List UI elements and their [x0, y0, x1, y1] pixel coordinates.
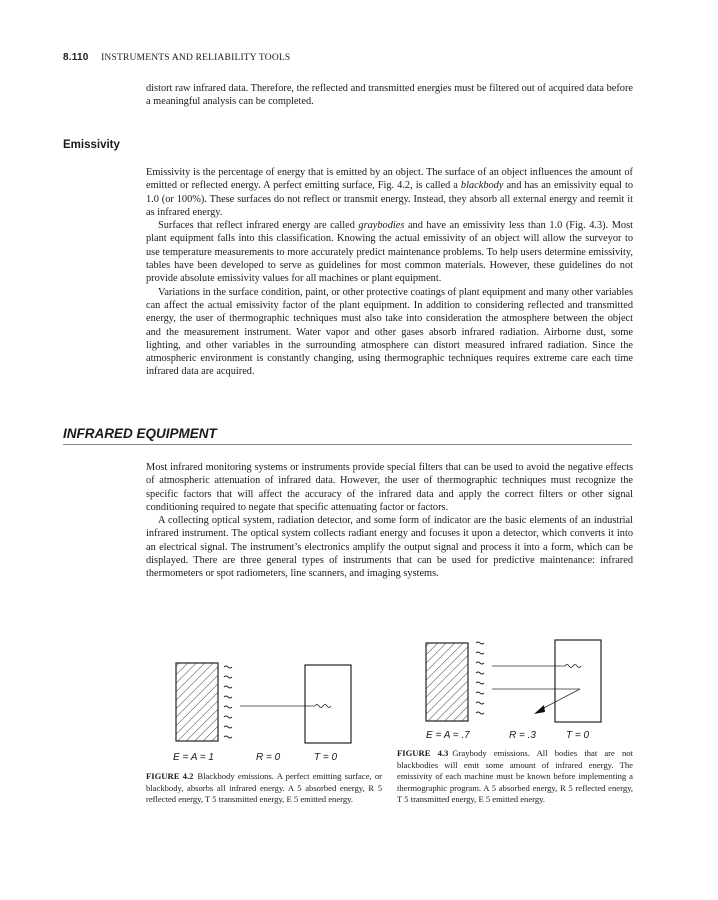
term-blackbody: blackbody — [460, 180, 504, 192]
detector-box — [555, 640, 601, 722]
infrared-paragraph-1: Most infrared monitoring systems or instruments provide special filters that can be used to avoid the negative effects of atmospheric attenuation of infrared data. However, the user of thermographic techniques must recognize the specific factors that will affect the accuracy of the infrared data and apply the correct filters or other signal conditioning required to negate that specific attenuating factor or factors. — [146, 462, 633, 513]
fig43-label-r: R = .3 — [509, 730, 536, 741]
fig42-label-t: T = 0 — [314, 752, 338, 763]
emissivity-heading: Emissivity — [63, 139, 120, 151]
figure-4-2-diagram — [170, 655, 360, 750]
signal-trace — [315, 705, 331, 708]
reflection-arrow-icon — [534, 705, 545, 714]
term-graybodies: graybodies — [358, 220, 405, 232]
intro-text: distort raw infrared data. Therefore, the reflected and transmitted energies must be filtered out of acquired data before a meaningful analysis can be completed. — [146, 83, 633, 108]
infrared-paragraph-2: A collecting optical system, radiation detector, and some form of indicator are the basic elements of an industrial infrared instrument. The optical system collects radiant energy and focuses it upon a detector, which converts it into an electrical signal. The instrument’s electronics amplify the output signal and process it into a form, which can be displayed. There are three general types of instruments that can be used for predictive maintenance: infrared thermometers or spot radiometers, line scanners, and imaging systems. — [146, 515, 633, 580]
signal-trace — [565, 665, 581, 668]
emitted-energy-waves — [224, 666, 232, 738]
fig42-label-e: E = A = 1 — [173, 752, 214, 763]
fig42-label-r: R = 0 — [256, 752, 281, 763]
infrared-equipment-heading: INFRARED EQUIPMENT — [63, 426, 632, 445]
emissivity-paragraph-3: Variations in the surface condition, paint, or other protective coatings of plant equipment and many other variables can affect the actual emissivity factor of the plant equipment. In addition to considering reflected and transmitted energy, the user of thermographic techniques must also take into consideration the atmosphere between the object and the measurement instrument. Water vapor and other gases absorb infrared radiation. Airborne dust, some lighting, and other variables in the surrounding atmosphere can distort measured infrared radiation. Since the atmospheric environment is constantly changing, using thermographic techniques requires extreme care each time infrared data are acquired. — [146, 286, 633, 378]
infrared-section — [146, 461, 633, 581]
detector-box — [305, 665, 351, 743]
fig43-label-t: T = 0 — [566, 730, 590, 741]
fig43-label-e: E = A = .7 — [426, 730, 470, 741]
running-header — [63, 52, 290, 63]
graybody-object — [426, 643, 468, 721]
figure-4-2-caption — [146, 771, 382, 806]
fig42-caption-text: Blackbody emissions. A perfect emitting surface, or blackbody, absorbs all infrared energy. A 5 absorbed energy, R 5 reflected energy, T 5 transmitted energy, E 5 emitted energy. — [146, 771, 382, 804]
emissivity-paragraph-1: Emissivity is the percentage of energy that is emitted by an object. The surface of an object influences the amount of emitted or reflected energy. A perfect emitting surface, Fig. 4.2, is called a blackbody and has an emissivity equal to 1.0 (or 100%). These surfaces do not reflect or transmit energy. Instead, they absorb all external energy and reemit it as infrared energy. — [146, 167, 633, 218]
emissivity-section — [146, 166, 633, 379]
fig42-number: FIGURE 4.2 — [146, 771, 194, 781]
page-number: 8.110 — [63, 52, 89, 63]
running-title: INSTRUMENTS AND RELIABILITY TOOLS — [101, 53, 291, 63]
figure-4-3-caption — [397, 748, 633, 806]
emitted-energy-waves — [476, 642, 484, 714]
figure-4-3-diagram — [420, 635, 610, 730]
emissivity-paragraph-2: Surfaces that reflect infrared energy are called graybodies and have an emissivity less than 1.0 (Fig. 4.3). Most plant equipment falls into this classification. Knowing the actual emissivity of an object will allow the surveyor to use temperature measurements to more accurately predict maintenance problems. To help users determine emissivity, tables have been developed to serve as guidelines for most common materials. However, these guidelines do not provide absolute emissivity values for all machines or plant equipment. — [146, 220, 633, 285]
fig43-number: FIGURE 4.3 — [397, 748, 449, 758]
blackbody-object — [176, 663, 218, 741]
intro-paragraph — [146, 82, 633, 109]
fig43-caption-text: Graybody emissions. All bodies that are not blackbodies will emit some amount of infrared energy. The emissivity of each machine must be known before implementing a thermographic program. A 5 absorbed energy, R 5 reflected energy, T 5 transmitted energy, E 5 emitted energy. — [397, 748, 633, 804]
